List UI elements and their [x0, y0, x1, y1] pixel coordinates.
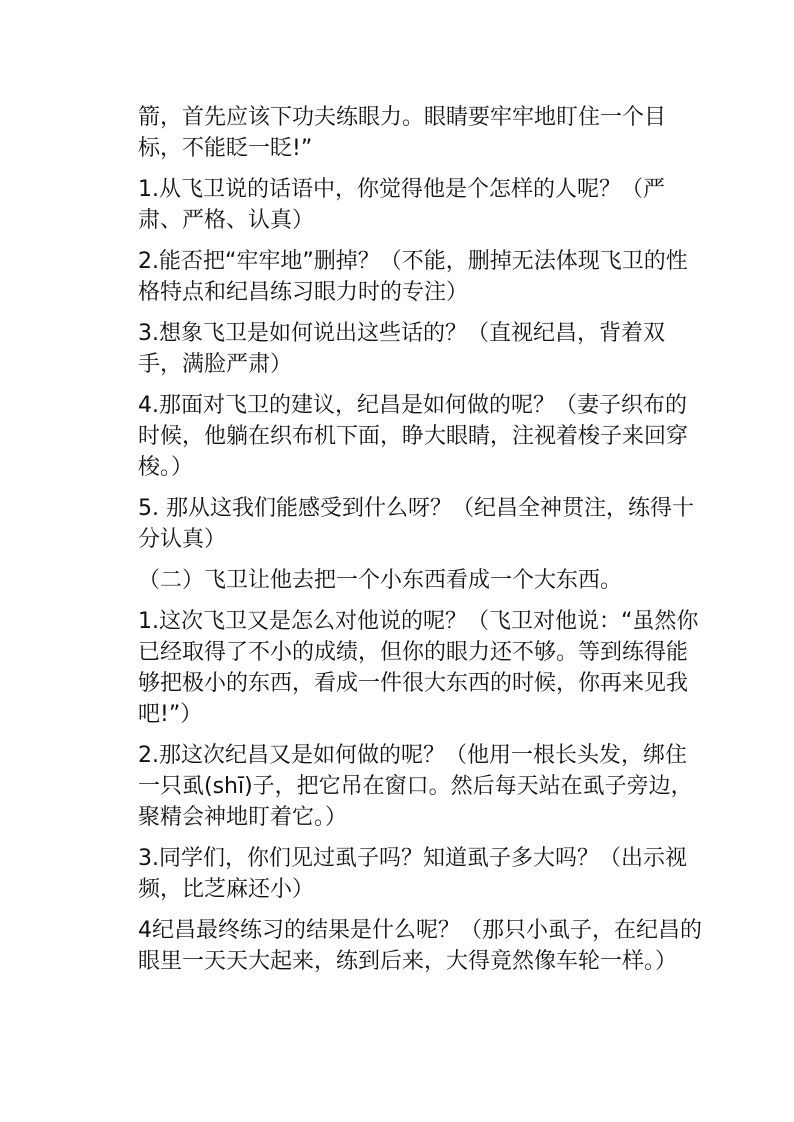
question-2: 2.能否把“牢牢地”删掉？（不能，删掉无法体现飞卫的性格特点和纪昌练习眼力时的专注）	[138, 249, 688, 305]
question-4: 4.那面对飞卫的建议，纪昌是如何做的呢？（妻子织布的时候，他躺在织布机下面，睁大眼睛，注视着梭子来回穿梭。）	[138, 393, 689, 480]
question-1: 1.从飞卫说的话语中，你觉得他是个怎样的人呢？（严肃、严格、认真）	[138, 177, 665, 233]
question-5: 5. 那从这我们能感受到什么呀？（纪昌全神贯注，练得十分认真）	[138, 496, 694, 552]
question-3: 3.想象飞卫是如何说出这些话的？（直视纪昌，背着双手，满脸严肃）	[138, 321, 665, 377]
paragraph-continuation: 箭，首先应该下功夫练眼力。眼睛要牢牢地盯住一个目标，不能眨一眨!”	[138, 105, 667, 161]
document-body	[138, 102, 708, 987]
section2-question-4: 4纪昌最终练习的结果是什么呢？（那只小虱子，在纪昌的眼里一天天大起来，练到后来，大得竟然像车轮一样。）	[138, 918, 702, 974]
section2-question-3: 3.同学们，你们见过虱子吗？知道虱子多大吗？（出示视频，比芝麻还小）	[138, 846, 687, 902]
section2-question-1: 1.这次飞卫又是怎么对他说的呢？（飞卫对他说：“虽然你已经取得了不小的成绩，但你的眼力还不够。等到练得能够把极小的东西，看成一件很大东西的时候，你再来见我吧!”）	[138, 609, 699, 727]
section2-question-2: 2.那这次纪昌又是如何做的呢？（他用一根长头发，绑住一只虱(shī)子，把它吊在窗口。然后每天站在虱子旁边，聚精会神地盯着它。）	[138, 743, 693, 830]
section-heading-2: （二）飞卫让他去把一个小东西看成一个大东西。	[138, 568, 623, 593]
